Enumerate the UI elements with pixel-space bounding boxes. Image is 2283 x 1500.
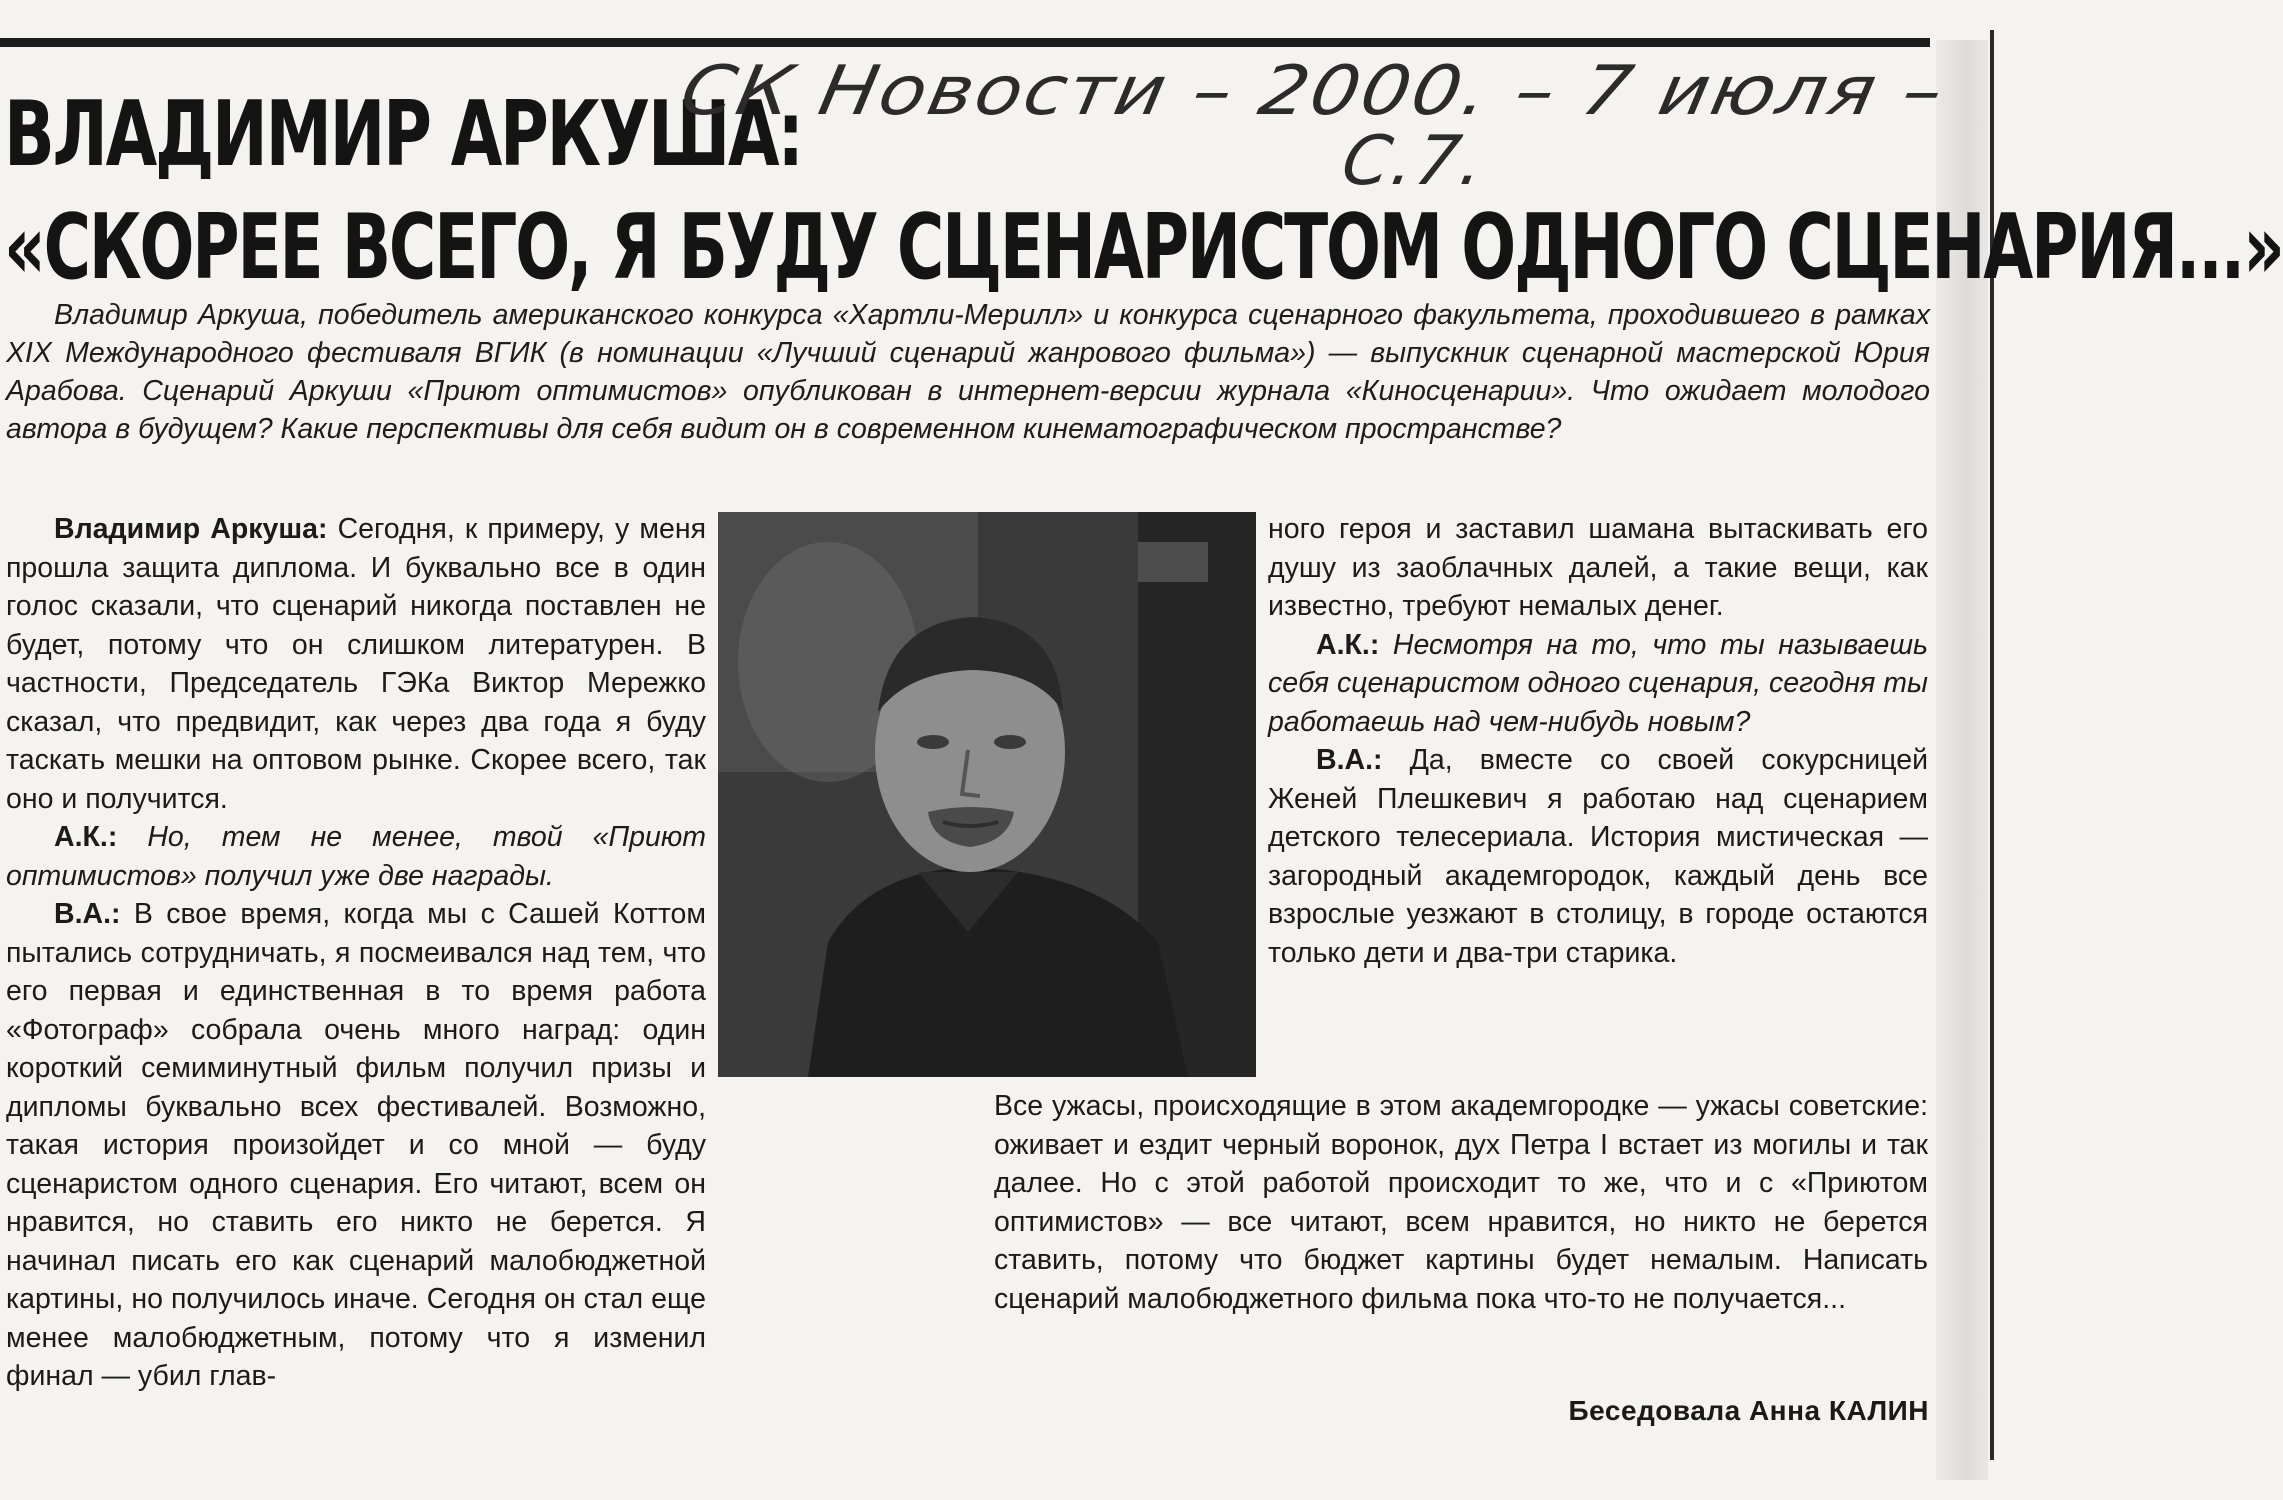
speaker-label: В.А.:: [1316, 744, 1383, 776]
top-rule: [0, 38, 1930, 47]
paragraph-text: Все ужасы, происходящие в этом академгородке — ужасы советские: оживает и ездит черный воронок, дух Петра I встает из могилы и так далее. Но с этой работой происходит то же, что и с «Приютом оптимистов» — все читают, всем нравится, но никто не берется ставить, потому что бюджет картины будет немалым. Написать сценарий малобюджетного фильма пока что-то не получается...: [994, 1090, 1928, 1315]
right-column: [1268, 510, 1928, 972]
paragraph: [6, 895, 706, 1396]
headline-quote: «СКОРЕЕ ВСЕГО, Я БУДУ СЦЕНАРИСТОМ ОДНОГО СЦЕНАРИЯ...»: [4, 195, 2283, 300]
speaker-label: А.К.:: [1316, 628, 1380, 661]
question-text: Несмотря на то, что ты называешь себя сценаристом одного сценария, сегодня ты работаешь над чем-нибудь новым?: [1268, 628, 1928, 738]
speaker-label: Владимир Аркуша:: [54, 513, 328, 545]
bottom-right-column: [994, 1087, 1928, 1318]
speaker-label: А.К.:: [54, 821, 118, 853]
paragraph-text: ного героя и заставил шамана вытаскивать его душу из заоблачных далей, а такие вещи, как известно, требуют немалых денег.: [1268, 513, 1928, 622]
paragraph-text: Да, вместе со своей сокурсницей Женей Плешкевич я работаю над сценарием детского телесериала. История мистическая — загородный академгородок, каждый день все взрослые уезжают в столицу, в городе остаются только дети и два-три старика.: [1268, 744, 1928, 969]
paragraph: [6, 818, 706, 895]
paragraph: [994, 1087, 1928, 1318]
paragraph-text: Сегодня, к примеру, у меня прошла защита диплома. И буквально все в один голос сказали, что сценарий никогда поставлен не будет, потому что он слишком литературен. В частности, Председатель ГЭКа Виктор Мережко сказал, что предвидит, как через два года я буду таскать мешки на оптовом рынке. Скорее всего, так оно и получится.: [6, 513, 706, 815]
portrait-illustration: [718, 512, 1256, 1077]
article-lead: Владимир Аркуша, победитель американского конкурса «Хартли-Мерилл» и конкурса сценарного факультета, проходившего в рамках XIX Международного фестиваля ВГИК (в номинации «Лучший сценарий жанрового фильма») — выпускник сценарной мастерской Юрия Арабова. Сценарий Аркуши «Приют оптимистов» опубликован в интернет-версии журнала «Киносценарии». Что ожидает молодого автора в будущем? Какие перспективы для себя видит он в современном кинематографическом пространстве?: [6, 299, 1930, 445]
left-column: [6, 510, 706, 1396]
paragraph-text: В свое время, когда мы с Сашей Коттом пытались сотрудничать, я посмеивался над тем, что его первая и единственная в то время работа «Фотограф» собрала очень много наград: один короткий семиминутный фильм получил призы и дипломы буквально всех фестивалей. Возможно, такая история произойдет и со мной — буду сценаристом одного сценария. Его читают, всем он нравится, но ставить его никто не берется. Я начинал писать его как сценарий малобюджетной картины, но получилось иначе. Сегодня он стал еще менее малобюджетным, потому что я изменил финал — убил глав-: [6, 898, 706, 1392]
headline-name: ВЛАДИМИР АРКУША:: [4, 82, 802, 187]
speaker-label: В.А.:: [54, 898, 121, 930]
paragraph: [6, 510, 706, 818]
handwritten-page-note: С.7.: [1336, 122, 1492, 201]
byline: Беседовала Анна КАЛИН: [1568, 1395, 1929, 1426]
paragraph: [1268, 510, 1928, 626]
question-text: Но, тем не менее, твой «Приют оптимистов» получил уже две награды.: [6, 821, 706, 892]
portrait-photo: [718, 512, 1256, 1077]
paragraph: [1268, 741, 1928, 972]
paragraph: [1268, 626, 1928, 742]
handwritten-source-note: СК Новости – 2000. – 7 июля –: [674, 52, 1952, 131]
